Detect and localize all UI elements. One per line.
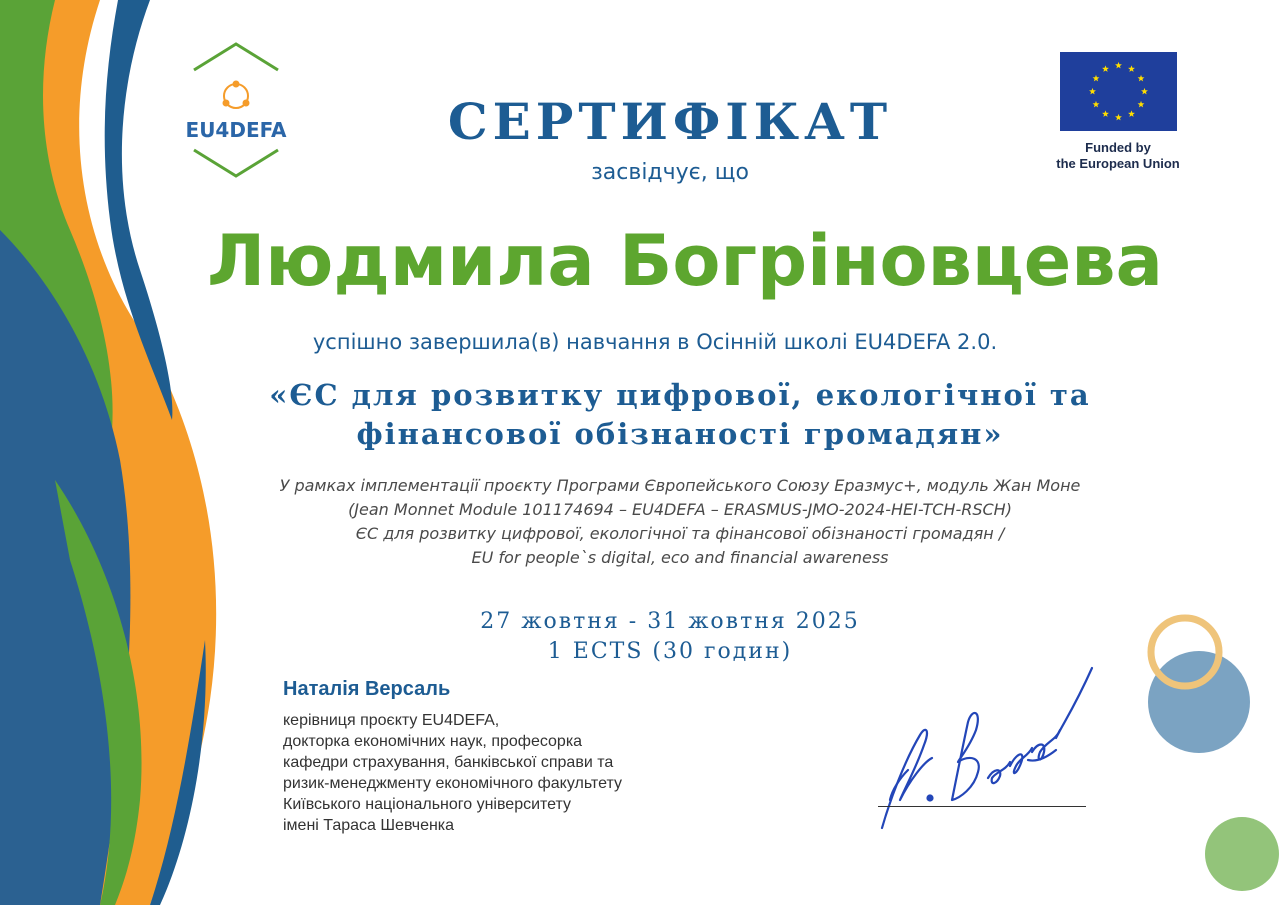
signer-name: Наталія Версаль <box>283 678 451 700</box>
completion-text: успішно завершила(в) навчання в Осінній школі EU4DEFA 2.0. <box>312 330 998 354</box>
eu-star <box>1102 110 1109 117</box>
eu-star <box>1128 65 1135 72</box>
decorative-circles <box>1130 600 1280 900</box>
course-title-line-2: фінансової обізнаності громадян» <box>356 417 1004 451</box>
signer-title-line: імені Тараса Шевченка <box>283 817 455 834</box>
signature-line <box>878 806 1086 807</box>
eu-star <box>1115 62 1122 69</box>
signer-title-line: ризик-менеджменту економічного факультету <box>283 775 622 792</box>
eu-star <box>1093 101 1100 108</box>
description-line-3: ЄС для розвитку цифрової, екологічної та фінансової обізнаності громадян / <box>355 524 1005 543</box>
eu-star <box>1138 75 1145 82</box>
funded-line-2: the European Union <box>1056 156 1180 171</box>
course-title <box>220 376 1140 454</box>
signer-title-line: Київського національного університету <box>283 796 572 813</box>
blue-circle <box>1148 651 1250 753</box>
course-dates: 27 жовтня - 31 жовтня 2025 <box>480 609 860 634</box>
logo-text: EU4DEFA <box>185 118 287 142</box>
eu-star <box>1128 110 1135 117</box>
certificate-title: СЕРТИФІКАТ <box>447 92 893 151</box>
certificate-subtitle: засвідчує, що <box>591 160 749 185</box>
description-line-1: У рамках імплементації проєкту Програми Європейського Союзу Еразмус+, модуль Жан Моне <box>279 476 1081 495</box>
eu4defa-logo <box>180 40 292 182</box>
signer-title-line: кафедри страхування, банківської справи та <box>283 754 614 771</box>
course-credits: 1 ECTS (30 годин) <box>547 639 793 664</box>
eu-stars <box>1060 52 1177 131</box>
funded-by-eu <box>1030 140 1206 172</box>
signer-title-line: керівниця проєкту EU4DEFA, <box>283 712 500 729</box>
signer-title-line: докторка економічних наук, професорка <box>283 733 583 750</box>
description-line-4: EU for people`s digital, eco and financial awareness <box>471 548 889 567</box>
recipient-name: Людмила Богріновцева <box>207 220 1163 302</box>
course-title-line-1: «ЄС для розвитку цифрової, екологічної та <box>269 378 1091 412</box>
eu-flag-icon <box>1060 52 1177 131</box>
description-line-2: (Jean Monnet Module 101174694 – EU4DEFA – ERASMUS-JMO-2024-HEI-TCH-RSCH) <box>348 500 1012 519</box>
eu-star <box>1093 75 1100 82</box>
program-description <box>210 474 1150 570</box>
handwritten-signature <box>860 650 1100 840</box>
eu-star <box>1089 88 1096 95</box>
funded-line-1: Funded by <box>1085 140 1151 155</box>
eu-star <box>1138 101 1145 108</box>
eu4defa-diamond-logo-icon <box>180 40 292 182</box>
eu-star <box>1115 114 1122 121</box>
signer-title <box>283 710 743 836</box>
eu-star <box>1102 65 1109 72</box>
green-circle <box>1205 817 1279 891</box>
eu-star <box>1141 88 1148 95</box>
